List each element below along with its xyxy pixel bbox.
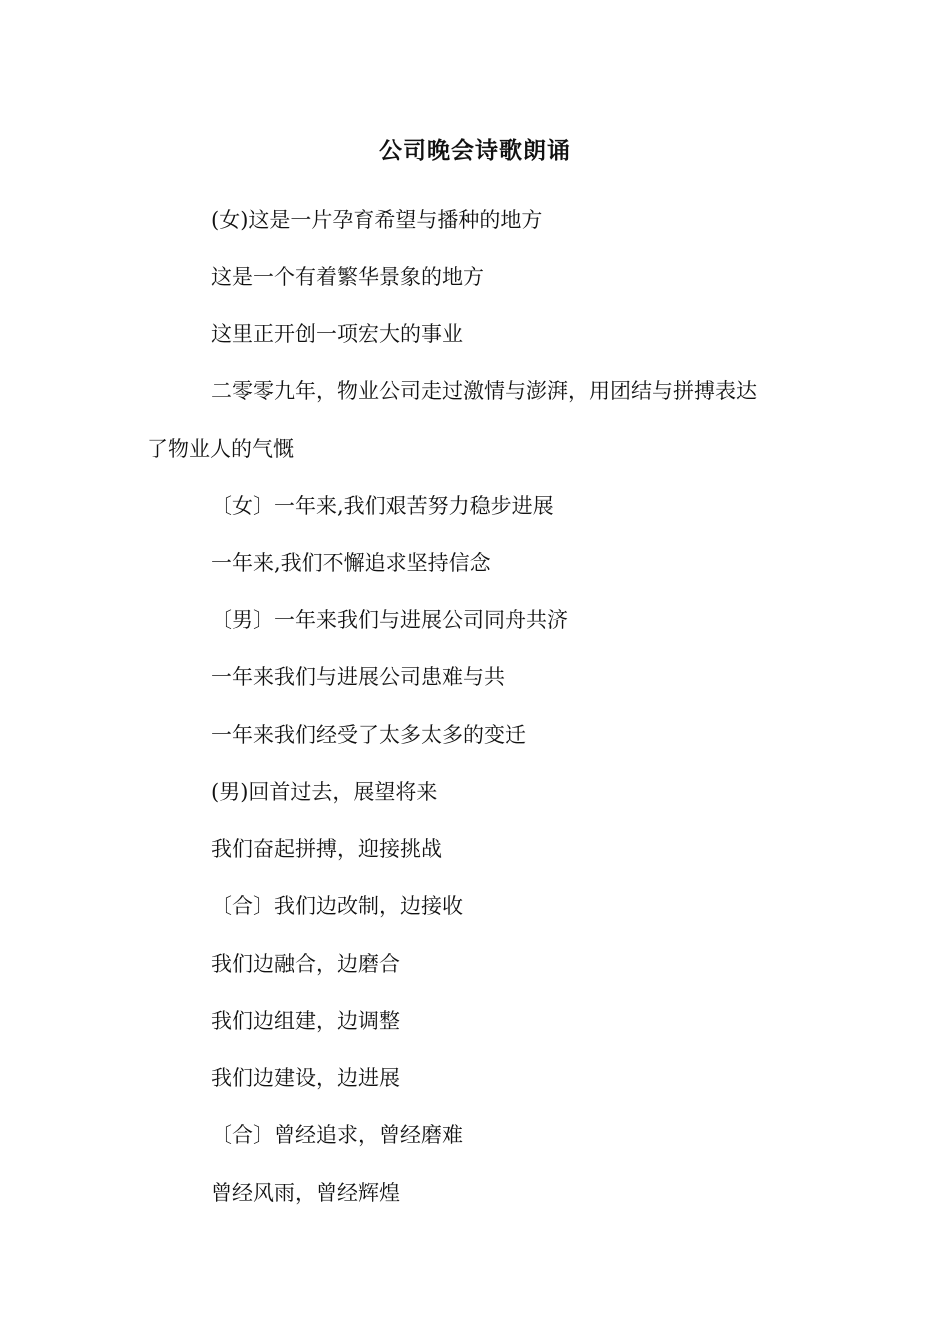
poem-line: 一年来我们与进展公司患难与共 [211, 665, 505, 689]
poem-line: 〔合〕我们边改制，边接收 [211, 894, 463, 918]
poem-line: 我们边建设，边进展 [211, 1066, 400, 1090]
poem-line: 我们奋起拼搏，迎接挑战 [211, 837, 442, 861]
poem-line: 这是一个有着繁华景象的地方 [211, 265, 484, 289]
poem-line: 曾经风雨，曾经辉煌 [211, 1181, 400, 1205]
poem-line: 一年来我们经受了太多太多的变迁 [211, 723, 526, 747]
poem-line: 我们边融合，边磨合 [211, 952, 400, 976]
poem-line: 这里正开创一项宏大的事业 [211, 322, 463, 346]
poem-line: 〔女〕一年来,我们艰苦努力稳步进展 [211, 494, 554, 518]
poem-line: (女)这是一片孕育希望与播种的地方 [211, 208, 543, 232]
poem-line: (男)回首过去，展望将来 [211, 780, 438, 804]
poem-line-continued: 了物业人的气慨 [147, 437, 294, 461]
page-title: 公司晚会诗歌朗诵 [379, 137, 571, 164]
poem-line: 二零零九年，物业公司走过激情与澎湃，用团结与拼搏表达 [211, 379, 757, 403]
poem-line: 我们边组建，边调整 [211, 1009, 400, 1033]
poem-line: 〔男〕一年来我们与进展公司同舟共济 [211, 608, 568, 632]
poem-line: 一年来,我们不懈追求坚持信念 [211, 551, 491, 575]
poem-line: 〔合〕曾经追求，曾经磨难 [211, 1123, 463, 1147]
